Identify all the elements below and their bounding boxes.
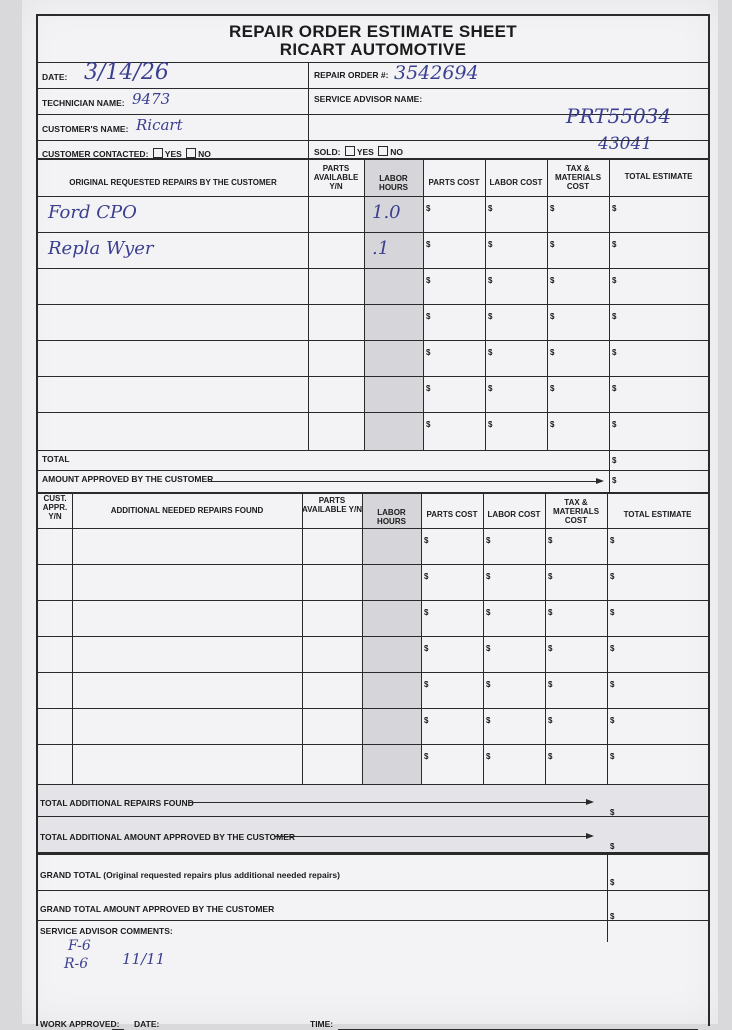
repair-order-field[interactable]: 3542694 bbox=[394, 62, 479, 84]
original-row bbox=[38, 196, 708, 232]
original-header-labor-hours: LABOR HOURS bbox=[379, 174, 408, 192]
additional-header-cust-appr: CUST. APPR. Y/N bbox=[42, 494, 68, 521]
contacted-label: CUSTOMER CONTACTED: bbox=[42, 149, 149, 159]
original-header-total-estimate: TOTAL ESTIMATE bbox=[624, 172, 693, 181]
original-parts-cost-field[interactable]: $ bbox=[426, 204, 431, 213]
additional-tax-materials-field[interactable]: $ bbox=[548, 536, 553, 545]
original-total-estimate-field[interactable]: $ bbox=[612, 204, 617, 213]
additional-parts-cost-field[interactable]: $ bbox=[424, 572, 429, 581]
additional-tax-materials-field[interactable]: $ bbox=[548, 608, 553, 617]
original-approved-label: AMOUNT APPROVED BY THE CUSTOMER bbox=[42, 474, 214, 484]
additional-cust-appr-field[interactable] bbox=[40, 530, 70, 562]
sold-no-label: NO bbox=[390, 147, 403, 157]
original-header-parts-cost: PARTS COST bbox=[428, 178, 480, 187]
additional-cust-appr-field[interactable] bbox=[40, 566, 70, 598]
original-row bbox=[38, 304, 708, 340]
original-total-estimate-field[interactable]: $ bbox=[612, 240, 617, 249]
original-header-repairs: ORIGINAL REQUESTED REPAIRS BY THE CUSTOMER bbox=[69, 178, 277, 187]
additional-cust-appr-field[interactable] bbox=[40, 710, 70, 742]
original-parts-cost-field[interactable]: $ bbox=[426, 276, 431, 285]
grand-total-value: $ bbox=[610, 878, 615, 887]
sold-yes-checkbox[interactable] bbox=[345, 146, 355, 156]
original-parts-cost-field[interactable]: $ bbox=[426, 420, 431, 429]
additional-labor-cost-field[interactable]: $ bbox=[486, 536, 491, 545]
handwritten-note-1: PRT55034 bbox=[566, 104, 672, 128]
original-tax-materials-field[interactable]: $ bbox=[550, 420, 555, 429]
additional-cust-appr-field[interactable] bbox=[40, 674, 70, 706]
additional-repair-field[interactable] bbox=[74, 602, 300, 634]
contacted-no-label: NO bbox=[198, 149, 211, 159]
original-parts-available-field[interactable] bbox=[310, 306, 362, 338]
comment-line-1: F-6 bbox=[68, 938, 91, 954]
original-tax-materials-field[interactable]: $ bbox=[550, 240, 555, 249]
original-approved-arrow bbox=[208, 481, 602, 482]
additional-repair-field[interactable] bbox=[74, 530, 300, 562]
original-parts-cost-field[interactable]: $ bbox=[426, 348, 431, 357]
additional-total-estimate-field[interactable]: $ bbox=[610, 536, 615, 545]
technician-label: TECHNICIAN NAME: bbox=[42, 98, 125, 108]
contacted-yes-label: YES bbox=[164, 149, 182, 159]
original-labor-cost-field[interactable]: $ bbox=[488, 348, 493, 357]
date-label: DATE: bbox=[42, 72, 68, 82]
original-parts-available-field[interactable] bbox=[310, 342, 362, 374]
original-labor-cost-field[interactable]: $ bbox=[488, 240, 493, 249]
comments-label: SERVICE ADVISOR COMMENTS: bbox=[40, 926, 173, 936]
original-repair-field[interactable]: Repla Wyer bbox=[48, 238, 154, 259]
sold-no-checkbox[interactable] bbox=[378, 146, 388, 156]
additional-labor-cost-field[interactable]: $ bbox=[486, 752, 491, 761]
footer-date-label: DATE: bbox=[134, 1019, 160, 1029]
grand-total-label: GRAND TOTAL (Original requested repairs plus additional needed repairs) bbox=[40, 870, 340, 880]
additional-total-label: TOTAL ADDITIONAL REPAIRS FOUND bbox=[40, 798, 194, 808]
contacted-yes-checkbox[interactable] bbox=[153, 148, 163, 158]
footer-time-label: TIME: bbox=[310, 1019, 334, 1029]
additional-tax-materials-field[interactable]: $ bbox=[548, 752, 553, 761]
original-labor-cost-field[interactable]: $ bbox=[488, 312, 493, 321]
additional-total-arrow bbox=[188, 802, 592, 803]
additional-parts-cost-field[interactable]: $ bbox=[424, 608, 429, 617]
estimate-sheet bbox=[22, 0, 718, 1029]
grand-approved-value: $ bbox=[610, 912, 615, 921]
additional-tax-materials-field[interactable]: $ bbox=[548, 572, 553, 581]
additional-total-estimate-field[interactable]: $ bbox=[610, 680, 615, 689]
original-parts-cost-field[interactable]: $ bbox=[426, 384, 431, 393]
original-repair-field[interactable]: Ford CPO bbox=[48, 202, 137, 223]
date-field[interactable]: 3/14/26 bbox=[84, 60, 169, 85]
original-labor-hours-field[interactable]: .1 bbox=[372, 238, 390, 259]
additional-header-tax-materials: TAX & MATERIALS COST bbox=[552, 498, 600, 525]
original-tax-materials-field[interactable]: $ bbox=[550, 384, 555, 393]
original-total-label: TOTAL bbox=[42, 454, 70, 464]
original-header-parts-available: PARTS AVAILABLE Y/N bbox=[313, 164, 359, 191]
additional-labor-cost-field[interactable]: $ bbox=[486, 680, 491, 689]
original-row bbox=[38, 340, 708, 376]
sold-row bbox=[314, 146, 403, 157]
customer-label: CUSTOMER'S NAME: bbox=[42, 124, 129, 134]
original-row bbox=[38, 412, 708, 448]
additional-repair-field[interactable] bbox=[74, 674, 300, 706]
comment-marks: 11/11 bbox=[122, 950, 166, 968]
original-parts-available-field[interactable] bbox=[310, 378, 362, 410]
additional-header-parts-cost: PARTS COST bbox=[426, 510, 478, 519]
handwritten-note-2: 43041 bbox=[598, 134, 653, 154]
original-header-tax-materials: TAX & MATERIALS COST bbox=[554, 164, 602, 191]
additional-header-repairs: ADDITIONAL NEEDED REPAIRS FOUND bbox=[110, 506, 264, 515]
original-labor-cost-field[interactable]: $ bbox=[488, 384, 493, 393]
original-total-estimate-field[interactable]: $ bbox=[612, 312, 617, 321]
additional-header-parts-available: PARTS AVAILABLE Y/N bbox=[302, 496, 363, 514]
additional-total-value: $ bbox=[610, 808, 615, 817]
original-header-labor-cost: LABOR COST bbox=[489, 178, 543, 187]
original-parts-available-field[interactable] bbox=[310, 414, 362, 446]
additional-total-estimate-field[interactable]: $ bbox=[610, 752, 615, 761]
original-row bbox=[38, 232, 708, 268]
original-labor-hours-field[interactable]: 1.0 bbox=[372, 202, 401, 223]
additional-tax-materials-field[interactable]: $ bbox=[548, 644, 553, 653]
original-row bbox=[38, 268, 708, 304]
additional-parts-cost-field[interactable]: $ bbox=[424, 644, 429, 653]
additional-total-estimate-field[interactable]: $ bbox=[610, 608, 615, 617]
additional-header-labor-hours: LABOR HOURS bbox=[377, 508, 406, 526]
comment-line-2: R-6 bbox=[64, 956, 89, 972]
additional-labor-cost-field[interactable]: $ bbox=[486, 644, 491, 653]
additional-repair-field[interactable] bbox=[74, 638, 300, 670]
company-name: RICART AUTOMOTIVE bbox=[279, 40, 467, 59]
original-parts-available-field[interactable] bbox=[310, 198, 362, 230]
original-tax-materials-field[interactable]: $ bbox=[550, 276, 555, 285]
original-total-estimate-field[interactable]: $ bbox=[612, 420, 617, 429]
additional-cust-appr-field[interactable] bbox=[40, 602, 70, 634]
repair-order-label: REPAIR ORDER #: bbox=[314, 70, 389, 80]
additional-approved-label: TOTAL ADDITIONAL AMOUNT APPROVED BY THE CUSTOMER bbox=[40, 832, 296, 842]
original-labor-cost-field[interactable]: $ bbox=[488, 204, 493, 213]
original-tax-materials-field[interactable]: $ bbox=[550, 312, 555, 321]
original-tax-materials-field[interactable]: $ bbox=[550, 348, 555, 357]
additional-header-total-estimate: TOTAL ESTIMATE bbox=[623, 510, 692, 519]
customer-field[interactable]: Ricart bbox=[136, 116, 183, 134]
additional-parts-cost-field[interactable]: $ bbox=[424, 752, 429, 761]
contacted-no-checkbox[interactable] bbox=[186, 148, 196, 158]
original-parts-cost-field[interactable]: $ bbox=[426, 312, 431, 321]
additional-repair-field[interactable] bbox=[74, 566, 300, 598]
original-total-estimate-field[interactable]: $ bbox=[612, 384, 617, 393]
additional-repair-field[interactable] bbox=[74, 746, 300, 778]
original-labor-cost-field[interactable]: $ bbox=[488, 276, 493, 285]
sold-yes-label: YES bbox=[356, 147, 374, 157]
additional-cust-appr-field[interactable] bbox=[40, 638, 70, 670]
additional-total-estimate-field[interactable]: $ bbox=[610, 572, 615, 581]
technician-field[interactable]: 9473 bbox=[132, 90, 171, 108]
additional-repair-field[interactable] bbox=[74, 710, 300, 742]
original-parts-available-field[interactable] bbox=[310, 270, 362, 302]
form-title: REPAIR ORDER ESTIMATE SHEET bbox=[229, 22, 517, 41]
grand-approved-label: GRAND TOTAL AMOUNT APPROVED BY THE CUSTOMER bbox=[40, 904, 275, 914]
form-frame bbox=[36, 14, 710, 1029]
sold-label: SOLD: bbox=[314, 147, 341, 157]
additional-parts-cost-field[interactable]: $ bbox=[424, 536, 429, 545]
original-parts-cost-field[interactable]: $ bbox=[426, 240, 431, 249]
additional-tax-materials-field[interactable]: $ bbox=[548, 680, 553, 689]
original-labor-cost-field[interactable]: $ bbox=[488, 420, 493, 429]
original-total-value: $ bbox=[612, 456, 617, 465]
additional-labor-cost-field[interactable]: $ bbox=[486, 572, 491, 581]
additional-header-labor-cost: LABOR COST bbox=[487, 510, 541, 519]
additional-labor-cost-field[interactable]: $ bbox=[486, 608, 491, 617]
original-total-estimate-field[interactable]: $ bbox=[612, 276, 617, 285]
original-total-estimate-field[interactable]: $ bbox=[612, 348, 617, 357]
additional-approved-arrow bbox=[274, 836, 592, 837]
service-advisor-label: SERVICE ADVISOR NAME: bbox=[314, 94, 423, 104]
original-approved-value: $ bbox=[612, 476, 617, 485]
original-parts-available-field[interactable] bbox=[310, 234, 362, 266]
additional-cust-appr-field[interactable] bbox=[40, 746, 70, 778]
additional-labor-cost-field[interactable]: $ bbox=[486, 716, 491, 725]
original-tax-materials-field[interactable]: $ bbox=[550, 204, 555, 213]
work-approved-label: WORK APPROVED: bbox=[40, 1019, 120, 1029]
additional-total-estimate-field[interactable]: $ bbox=[610, 716, 615, 725]
additional-tax-materials-field[interactable]: $ bbox=[548, 716, 553, 725]
additional-approved-value: $ bbox=[610, 842, 615, 851]
original-row bbox=[38, 376, 708, 412]
additional-parts-cost-field[interactable]: $ bbox=[424, 716, 429, 725]
additional-parts-cost-field[interactable]: $ bbox=[424, 680, 429, 689]
additional-total-estimate-field[interactable]: $ bbox=[610, 644, 615, 653]
